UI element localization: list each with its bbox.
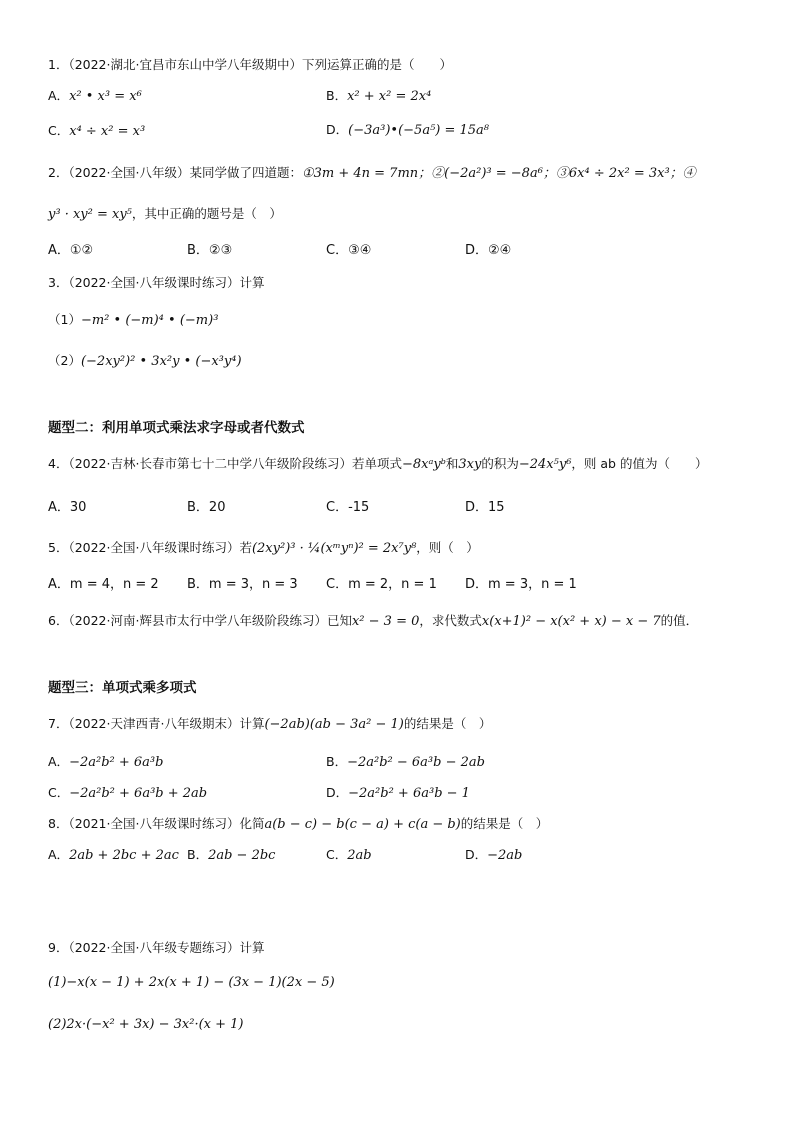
q7-stem: 7．（2022·天津西青·八年级期末）计算(−2ab)(ab − 3a² − 1)的结果是（ ） — [48, 716, 492, 732]
q2-stem: 2．（2022·全国·八年级）某同学做了四道题：①3m + 4n = 7mn；②(−2a²)³ = −8a⁶；③6x⁴ ÷ 2x² = 3x³；④ — [48, 165, 696, 181]
section-heading-3: 题型三：单项式乘多项式 — [48, 680, 197, 696]
q6-stem: 6．（2022·河南·辉县市太行中学八年级阶段练习）已知x² − 3 = 0，求代数式x(x+1)² − x(x² + x) − x − 7的值． — [48, 613, 699, 629]
q4-option-b: B．20 — [187, 500, 226, 515]
q5-stem: 5．（2022·全国·八年级课时练习）若(2xy²)³ · ¼(xᵐyⁿ)² = 2x⁷y⁸，则（ ） — [48, 540, 479, 556]
q5-option-a: A．m = 4，n = 2 — [48, 577, 159, 592]
q3-part1: （1）−m² • (−m)⁴ • (−m)³ — [48, 312, 219, 328]
q8-option-c: C．2ab — [326, 847, 372, 863]
q5-option-c: C．m = 2，n = 1 — [326, 577, 437, 592]
q8-option-b: B．2ab − 2bc — [187, 847, 276, 863]
q1-option-b: B．x² + x² = 2x⁴ — [326, 88, 432, 104]
q5-option-b: B．m = 3，n = 3 — [187, 577, 298, 592]
q7-option-a: A．−2a²b² + 6a³b — [48, 754, 164, 770]
q3-stem: 3．（2022·全国·八年级课时练习）计算 — [48, 275, 265, 290]
q2-option-c: C．③④ — [326, 243, 372, 258]
q8-option-d: D．−2ab — [465, 847, 523, 863]
q8-option-a: A．2ab + 2bc + 2ac — [48, 847, 179, 863]
q7-option-c: C．−2a²b² + 6a³b + 2ab — [48, 785, 208, 801]
q2-option-b: B．②③ — [187, 243, 233, 258]
q5-option-d: D．m = 3，n = 1 — [465, 577, 577, 592]
q2-stem-line2: y³ · xy² = xy⁵，其中正确的题号是（ ） — [48, 206, 282, 222]
q9-stem: 9．（2022·全国·八年级专题练习）计算 — [48, 940, 265, 955]
q4-option-c: C．-15 — [326, 500, 370, 515]
q1-stem: 1．（2022·湖北·宜昌市东山中学八年级期中）下列运算正确的是（ ） — [48, 57, 452, 72]
q1-option-c: C．x⁴ ÷ x² = x³ — [48, 123, 146, 139]
q4-option-a: A．30 — [48, 500, 87, 515]
q1-option-d: D．(−3a³)•(−5a⁵) = 15a⁸ — [326, 122, 490, 138]
q9-part2: (2)2x·(−x² + 3x) − 3x²·(x + 1) — [48, 1017, 244, 1032]
q1-option-a: A．x² • x³ = x⁶ — [48, 88, 142, 104]
q9-part1: (1)−x(x − 1) + 2x(x + 1) − (3x − 1)(2x − 5) — [48, 975, 335, 990]
q2-option-a: A．①② — [48, 243, 94, 258]
q7-option-b: B．−2a²b² − 6a³b − 2ab — [326, 754, 485, 770]
q2-option-d: D．②④ — [465, 243, 512, 258]
section-heading-2: 题型二：利用单项式乘法求字母或者代数式 — [48, 420, 305, 436]
q7-option-d: D．−2a²b² + 6a³b − 1 — [326, 785, 470, 801]
q8-stem: 8．（2021·全国·八年级课时练习）化简a(b − c) − b(c − a) + c(a − b)的结果是（ ） — [48, 816, 549, 832]
q4-stem: 4．（2022·吉林·长春市第七十二中学八年级阶段练习）若单项式−8xᵃyᵇ和3xy的积为−24x⁵y⁶，则 ab 的值为（ ） — [48, 456, 708, 472]
q4-option-d: D．15 — [465, 500, 505, 515]
q3-part2: （2）(−2xy²)² • 3x²y • (−x³y⁴) — [48, 353, 242, 369]
